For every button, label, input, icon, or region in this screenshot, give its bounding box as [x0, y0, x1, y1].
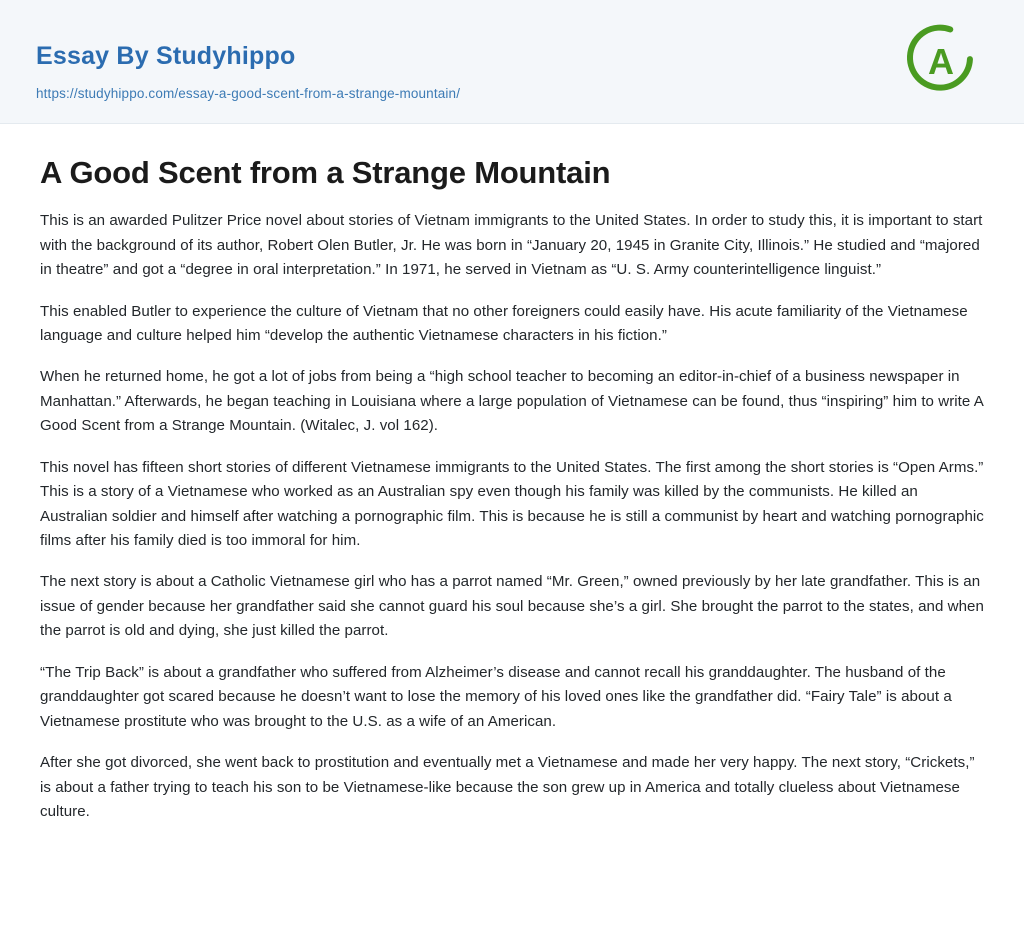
article-paragraph: The next story is about a Catholic Vietnamese girl who has a parrot named “Mr. Green,” owned previously by her late grandfather. This is an issue of gender because her grandfather said she cannot guard his soul because she’s a girl. She brought the parrot to the states, and when the parrot is old and dying, she just killed the parrot. — [40, 573, 984, 640]
article-paragraph: When he returned home, he got a lot of jobs from being a “high school teacher to becoming an editor-in-chief of a business newspaper in Manhattan.” Afterwards, he began teaching in Louisiana where a large population of Vietnamese can be found, thus “inspiring” him to write A Good Scent from a Strange Mountain. (Witalec, J. vol 162). — [40, 368, 984, 435]
article-paragraph: After she got divorced, she went back to prostitution and eventually met a Vietnamese and made her very happy. The next story, “Crickets,” is about a father trying to teach his son to be Vietnamese-like because the son grew up in America and totally clueless about Vietnamese culture. — [40, 754, 975, 820]
article-body — [40, 209, 984, 824]
article-paragraph: This enabled Butler to experience the culture of Vietnam that no other foreigners could easily have. His acute familiarity of the Vietnamese language and culture helped him “develop the authentic Vietnamese characters in his fiction.” — [40, 302, 968, 344]
site-brand-text: Essay By Studyhippo — [36, 42, 296, 70]
site-header — [0, 0, 1024, 124]
site-brand — [36, 42, 295, 71]
source-url[interactable]: https://studyhippo.com/essay-a-good-scent-from-a-strange-mountain/ — [36, 86, 461, 101]
article-paragraph: This is an awarded Pulitzer Price novel about stories of Vietnam immigrants to the United States. In order to study this, it is important to start with the background of its author, Robert Olen Butler, Jr. He was born in “January 20, 1945 in Granite City, Illinois.” He studied and “majored in theatre” and got a “degree in oral interpretation.” In 1971, he served in Vietnam as “U. S. Army counterintelligence linguist.” — [40, 212, 983, 279]
svg-text:A: A — [928, 41, 954, 82]
article-paragraph: “The Trip Back” is about a grandfather who suffered from Alzheimer’s disease and cannot recall his granddaughter. The husband of the granddaughter got scared because he doesn’t want to lose the memory of his loved ones like the grandfather did. “Fairy Tale” is about a Vietnamese prostitute who was brought to the U.S. as a wife of an American. — [40, 663, 952, 730]
studyhippo-logo[interactable] — [902, 22, 980, 100]
logo-letter-a-icon — [928, 41, 954, 82]
page-title: A Good Scent from a Strange Mountain — [40, 155, 611, 190]
article — [0, 124, 1024, 848]
article-paragraph: This novel has fifteen short stories of different Vietnamese immigrants to the United States. The first among the short stories is “Open Arms.” This is a story of a Vietnamese who worked as an Australian spy even though his family was killed by the communists. He killed an Australian soldier and himself after watching a pornographic film. This is because he is still a communist by heart and watching pornographic films after his family died is too immoral for him. — [40, 458, 984, 549]
